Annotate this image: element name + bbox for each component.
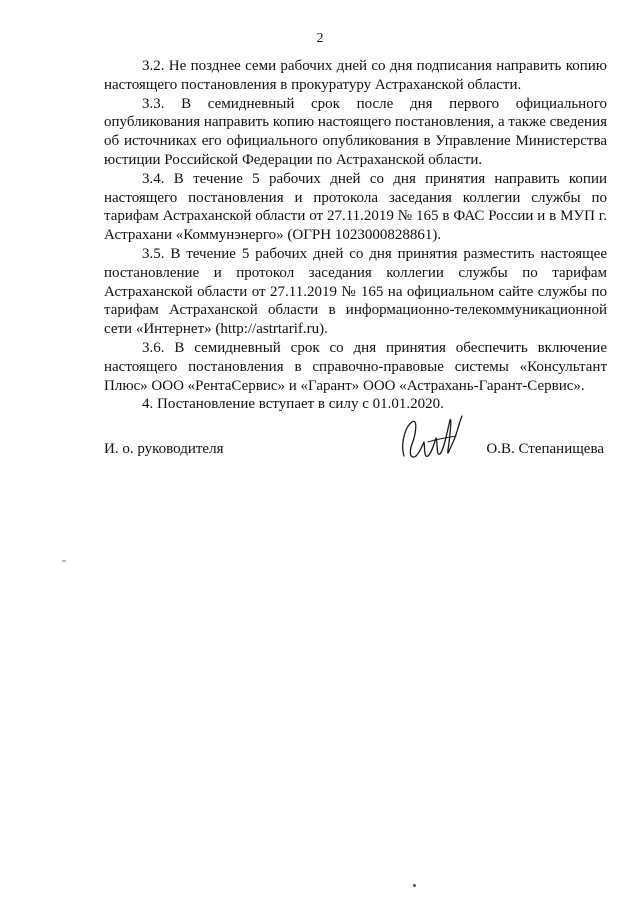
margin-mark	[62, 560, 66, 562]
paragraph-3-5: 3.5. В течение 5 рабочих дней со дня принятия разместить настоящее постановление и протокол заседания коллегии службы по тарифам Астраханской области от 27.11.2019 № 165 на официальном сайте службы по тарифам Астраханской области в информационно-телекоммуникационной сети «Интернет» (http://astrtarif.ru).	[104, 245, 607, 338]
signatory-title: И. о. руководителя	[104, 441, 224, 457]
paragraph-3-2: 3.2. Не позднее семи рабочих дней со дня подписания направить копию настоящего постановления в прокуратуру Астраханской области.	[104, 58, 607, 93]
paragraph-4: 4. Постановление вступает в силу с 01.01.2020.	[142, 396, 444, 413]
document-body	[104, 57, 607, 414]
paragraph-3-4: 3.4. В течение 5 рабочих дней со дня принятия направить копии настоящего постановления и протокола заседания коллегии службы по тарифам Астраханской области от 27.11.2019 № 165 в ФАС России и в МУП г. Астрахани «Коммунэнерго» (ОГРН 1023000828861).	[104, 170, 607, 244]
handwritten-signature	[398, 412, 468, 470]
paragraph-3-3: 3.3. В семидневный срок после дня первого официального опубликования направить копию настоящего постановления, а также сведения об источниках его официального опубликования в Управление Министерства юстиции Российской Федерации по Астраханской области.	[104, 95, 607, 168]
scan-dot	[413, 884, 416, 887]
page-number: 2	[316, 31, 324, 46]
signatory-name: О.В. Степанищева	[486, 441, 604, 457]
paragraph-3-6: 3.6. В семидневный срок со дня принятия обеспечить включение настоящего постановления в справочно-правовые системы «Консультант Плюс» ООО «РентаСервис» и «Гарант» ООО «Астрахань-Гарант-Сервис».	[104, 339, 607, 394]
